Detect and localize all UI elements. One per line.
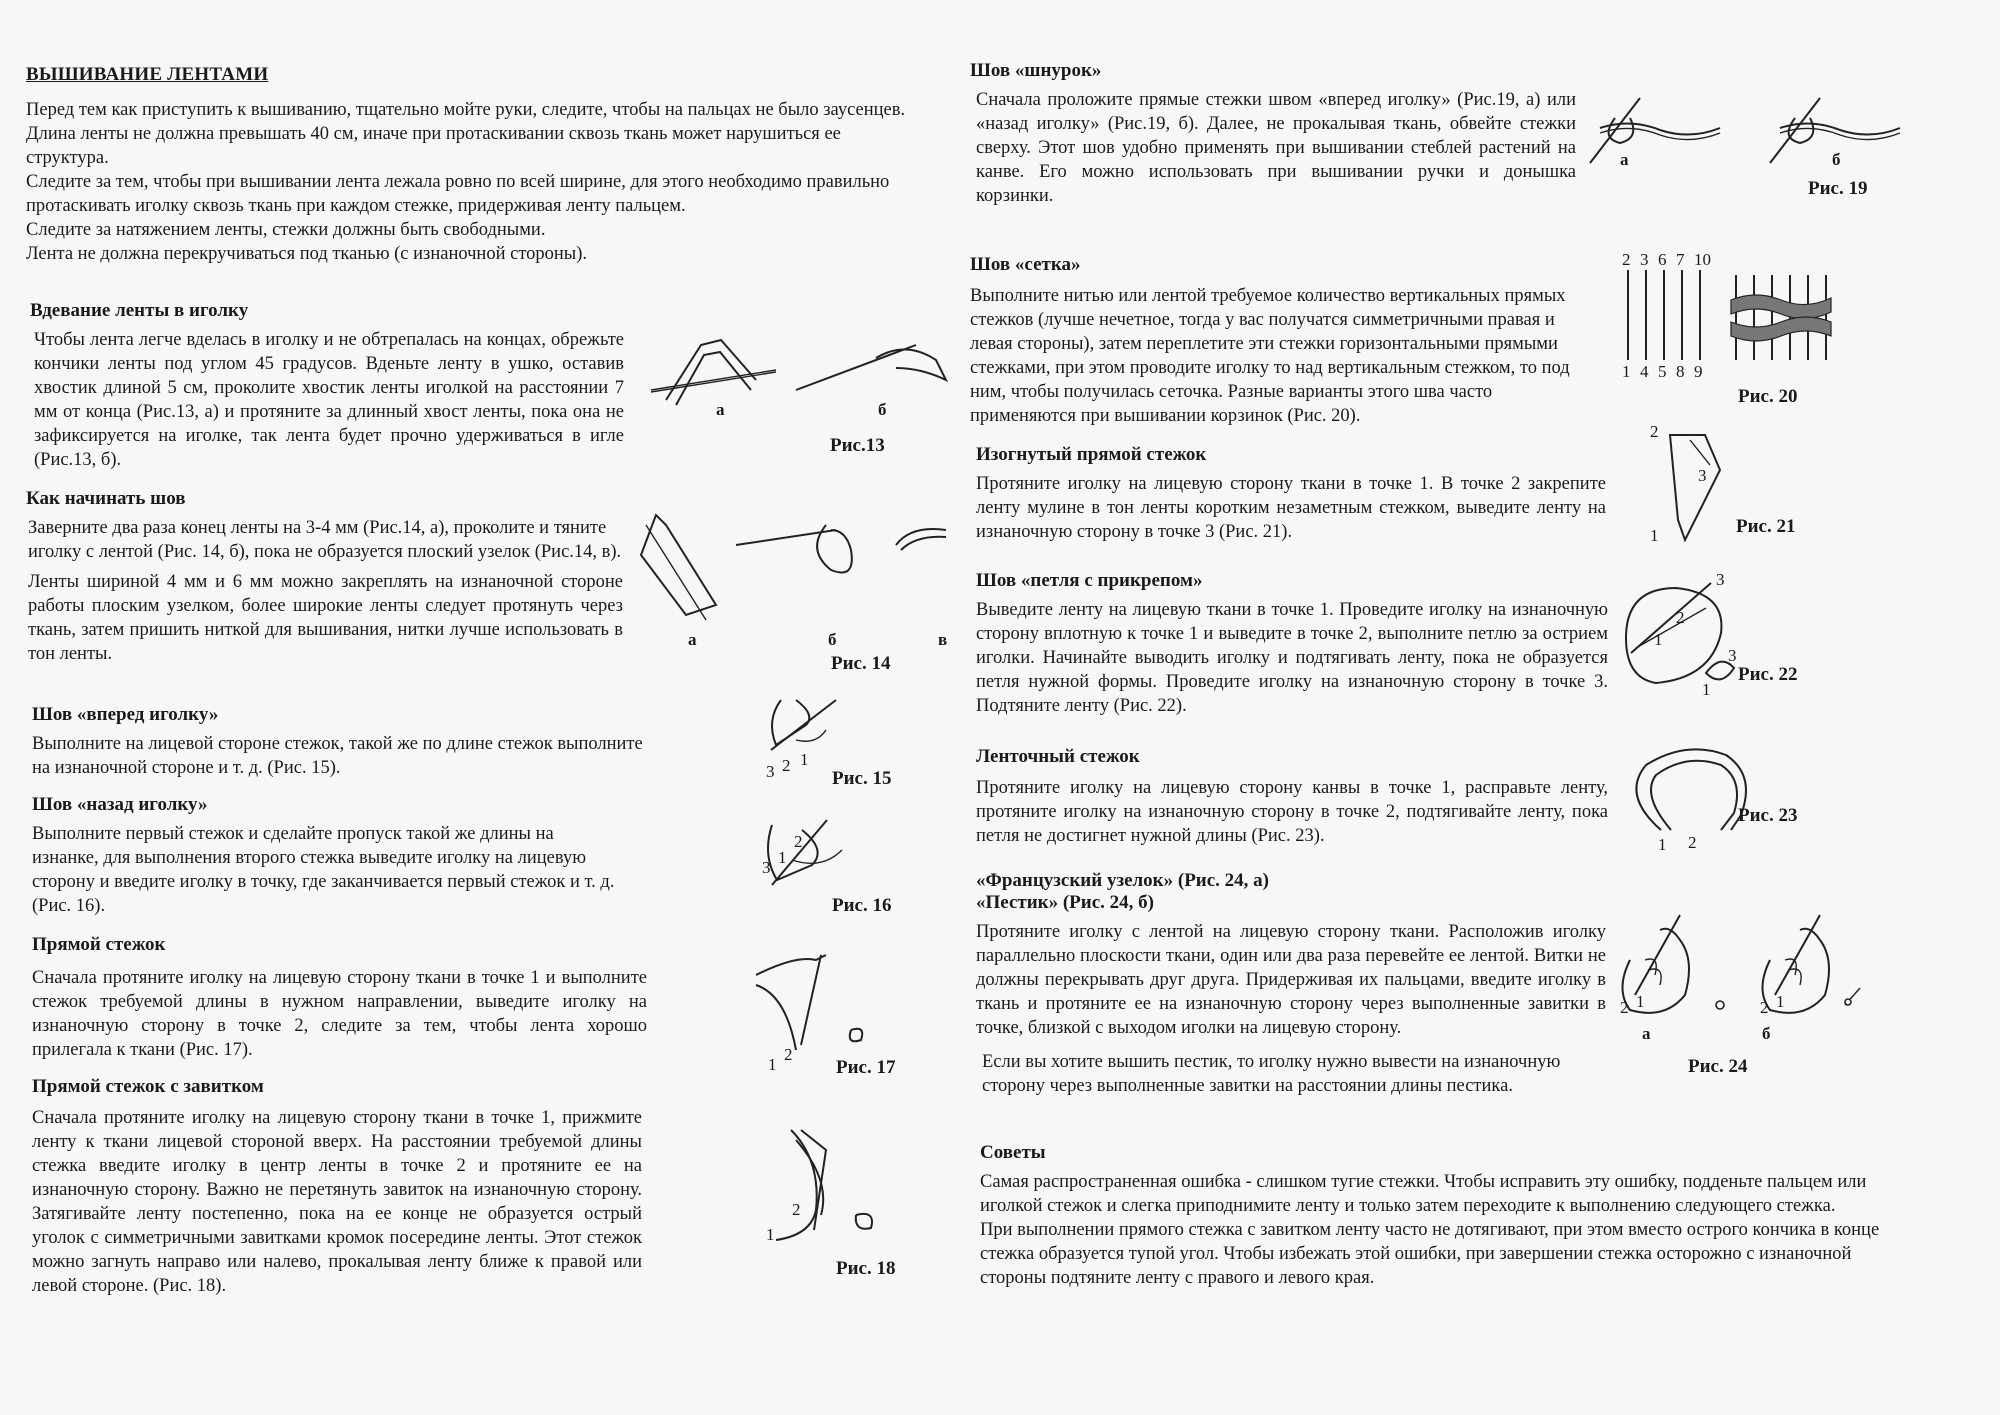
figure-20-bottom-number: 4: [1640, 362, 1649, 381]
figure-23-caption: Рис. 23: [1738, 805, 1798, 826]
figure-14-label-c: в: [938, 630, 948, 649]
figure-14-label-a: а: [688, 630, 697, 649]
section-back-stitch: [32, 794, 652, 918]
figure-20-bottom-number: 5: [1658, 362, 1667, 381]
figure-20-caption: Рис. 20: [1738, 386, 1798, 407]
figure-14-drawing: [626, 505, 986, 635]
figure-19-label-b: б: [1832, 150, 1841, 169]
figure-15-drawing: [736, 690, 936, 770]
section-heading: Советы: [980, 1142, 1046, 1163]
section-heading: Как начинать шов: [26, 488, 186, 509]
section-text: Чтобы лента легче вделась в иголку и не обтрепалась на концах, обрежьте кончики ленты под углом 45 градусов. Вденьте ленту в ушко, оставив хвостик длиной 5 см, проколите хвостик ленты иголкой на расстоянии 7 мм от конца (Рис.13, а) и протяните за длинный хвост ленты, пока она не зафиксируется на иголке, так лента будет прочно удерживаться в игле (Рис.13, б).: [34, 330, 624, 470]
figure-15-number-3: 3: [766, 762, 775, 781]
section-curl-stitch: [32, 1076, 672, 1298]
figure-19-caption: Рис. 19: [1808, 178, 1868, 199]
figure-16: [732, 810, 932, 930]
figure-23-number-2: 2: [1688, 833, 1697, 852]
section-start-seam: [26, 488, 636, 666]
figure-24-label-a: а: [1642, 1024, 1651, 1043]
section-heading: Шов «шнурок»: [970, 60, 1102, 81]
section-text: Выполните нитью или лентой требуемое количество вертикальных прямых стежков (лучше нечетное, тогда у вас получатся симметричными правая и левая стороны), затем переплетите эти стежки горизонтальными прямыми стежками, при этом проводите иголку то над вертикальным стежком, то под ним, чтобы получилась сеточка. Разные варианты этого шва часто применяются при вышивании корзинок (Рис. 20).: [970, 286, 1570, 426]
section-loop-stitch: [976, 570, 1616, 718]
section-heading: Шов «назад иголку»: [32, 794, 208, 815]
figure-24-number-1-b: 1: [1776, 992, 1785, 1011]
section-text: Ленты шириной 4 мм и 6 мм можно закреплять на изнаночной стороне работы плоским узелком, более широкие ленты следует протянуть через ткань, затем пришить ниткой для вышивания, нитки лучше использовать в тон ленты.: [28, 572, 623, 664]
section-straight-stitch: [32, 934, 672, 1062]
section-text: Выведите ленту на лицевую ткани в точке 1. Проведите иголку на изнаночную сторону вплотную к точке 1 и выведите в точке 2, выполните петлю за острием иголки. Начинайте выводить иголку и подтягивать ленту, пока не образуется петля нужной формы. Проведите иголку на изнаночную сторону в точке 3. Подтяните ленту (Рис. 22).: [976, 600, 1608, 716]
figure-16-drawing: [732, 810, 932, 900]
figure-13-label-b: б: [878, 400, 887, 419]
section-heading: Шов «сетка»: [970, 254, 1081, 275]
figure-19-label-a: а: [1620, 150, 1629, 169]
figure-21-caption: Рис. 21: [1736, 516, 1796, 537]
figure-18: [736, 1120, 936, 1280]
figure-20-top-number: 3: [1640, 250, 1649, 269]
figure-18-caption: Рис. 18: [836, 1258, 896, 1279]
section-tips: [980, 1142, 1900, 1290]
figure-21-number-3: 3: [1698, 466, 1707, 485]
figure-14-caption: Рис. 14: [831, 653, 891, 674]
section-text: При выполнении прямого стежка с завитком ленту часто не дотягивают, при этом вместо острого кончика в конце стежка образуется тупой угол. Чтобы избежать этой ошибки, при завершении стежка осторожно с изнаночной стороны подтяните ленту с правого и левого края.: [980, 1220, 1880, 1288]
section-net-stitch: [970, 254, 1610, 428]
section-curved-stitch: [976, 444, 1616, 544]
figure-15-caption: Рис. 15: [832, 768, 892, 789]
figure-20-vertical-stitches: [1628, 270, 1700, 360]
section-text: Сначала проложите прямые стежки швом «вперед иголку» (Рис.19, а) или «назад иголку» (Рис.19, б). Далее, не прокалывая ткань, обвейте стежки сверху. Этот шов удобно применять при вышивании стеблей растений на канве. Его можно использовать при вышивании ручки и донышка корзинки.: [976, 90, 1576, 206]
figure-24-number-2-b: 2: [1760, 998, 1769, 1017]
section-text: Протяните иголку с лентой на лицевую сторону ткани. Расположив иголку параллельно плоскости ткани, один или два раза перевейте ее лентой. Витки не должны перекрывать друг друга. Придерживая их пальцами, введите иголку в ткань и протяните ее на изнаночную сторону через выполненные завитки в точке, близкой с выходом иголки на лицевую сторону.: [976, 922, 1606, 1038]
section-text: Протяните иголку на лицевую сторону канвы в точке 1, расправьте ленту, протяните иголку на изнаночную сторону в точке 2, подтягивайте ленту, пока петля не достигнет нужной длины (Рис. 23).: [976, 778, 1608, 846]
figure-20-net: [1731, 275, 1831, 360]
figure-20-top-number: 7: [1676, 250, 1685, 269]
figure-24-caption: Рис. 24: [1688, 1056, 1748, 1077]
figure-15: [736, 690, 936, 800]
figure-17-number-2: 2: [784, 1045, 793, 1064]
figure-24-number-1: 1: [1636, 992, 1645, 1011]
figure-22-number-1: 1: [1654, 630, 1663, 649]
section-heading: Шов «петля с прикрепом»: [976, 570, 1203, 591]
figure-23-number-1: 1: [1658, 835, 1667, 854]
figure-20-bottom-number: 8: [1676, 362, 1685, 381]
figure-16-number-1: 1: [778, 848, 787, 867]
figure-24: [1610, 900, 1940, 1080]
figure-24-drawing: [1610, 900, 1940, 1030]
section-text: Выполните первый стежок и сделайте пропуск такой же длины на изнанке, для выполнения второго стежка выведите иголку на лицевую сторону и введите иголку в точку, где заканчивается первый стежок и т. д. (Рис. 16).: [32, 824, 615, 916]
figure-19: [1570, 88, 1970, 208]
section-threading: [30, 300, 630, 472]
intro-paragraph: Лента не должна перекручиваться под тканью (с изнаночной стороны).: [26, 244, 588, 264]
section-heading: «Французский узелок» (Рис. 24, а): [976, 870, 1270, 891]
section-heading: Изогнутый прямой стежок: [976, 444, 1207, 465]
figure-24-number-2: 2: [1620, 998, 1629, 1017]
section-heading: Прямой стежок с завитком: [32, 1076, 264, 1097]
figure-24-label-b: б: [1762, 1024, 1771, 1043]
figure-14-label-b: б: [828, 630, 837, 649]
figure-22-number-3: 3: [1716, 570, 1725, 589]
section-text: Самая распространенная ошибка - слишком тугие стежки. Чтобы исправить эту ошибку, подденьте пальцем или иголкой стежок и слегка приподнимите ленту и только затем переходите к выполнению следующего стежка.: [980, 1172, 1867, 1216]
figure-17-number-1: 1: [768, 1055, 777, 1074]
figure-22-caption: Рис. 22: [1738, 664, 1798, 685]
figure-22-small-number-1: 1: [1702, 680, 1711, 699]
section-french-knot: [976, 870, 1616, 1098]
section-heading: Шов «вперед иголку»: [32, 704, 219, 725]
section-heading: «Пестик» (Рис. 24, б): [976, 892, 1154, 913]
section-heading: Ленточный стежок: [976, 746, 1140, 767]
figure-16-number-3: 3: [762, 858, 771, 877]
figure-15-number-2: 2: [782, 756, 791, 775]
figure-20-top-number: 6: [1658, 250, 1667, 269]
section-text: Сначала протяните иголку на лицевую сторону ткани в точке 1 и выполните стежок требуемой длины в нужном направлении, выведите иголку на изнаночную сторону в точке 2, следите за тем, чтобы лента хорошо прилегала к ткани (Рис. 17).: [32, 968, 647, 1060]
intro-paragraph: Длина ленты не должна превышать 40 см, иначе при протаскивании сквозь ткань может нарушиться ее структура.: [26, 124, 841, 168]
figure-23: [1616, 735, 1916, 875]
intro-paragraph: Следите за тем, чтобы при вышивании лента лежала ровно по всей ширине, для этого необходимо правильно протаскивать иголку сквозь ткань при каждом стежке, придерживая ленту пальцем.: [26, 172, 890, 216]
figure-13: [646, 320, 976, 460]
section-text: Заверните два раза конец ленты на 3-4 мм (Рис.14, а), проколите и тяните иголку с лентой (Рис. 14, б), пока не образуется плоский узелок (Рис.14, в).: [28, 518, 622, 562]
section-cord-stitch: [970, 60, 1580, 208]
figure-15-number-1: 1: [800, 750, 809, 769]
section-text: Протяните иголку на лицевую сторону ткани в точке 1. В точке 2 закрепите ленту мулине в тон ленты коротким незаметным стежком, выведите ленту на изнаночную сторону в точке 3 (Рис. 21).: [976, 474, 1606, 542]
figure-20-top-number: 10: [1694, 250, 1711, 269]
figure-16-number-2: 2: [794, 832, 803, 851]
figure-18-number-2: 2: [792, 1200, 801, 1219]
section-text: Если вы хотите вышить пестик, то иголку нужно вывести на изнаночную сторону через выполненные завитки на расстоянии длины пестика.: [982, 1052, 1561, 1096]
section-ribbon-stitch: [976, 746, 1616, 848]
figure-14: [626, 505, 986, 680]
section-forward-stitch: [32, 704, 672, 780]
figure-17-drawing: [736, 945, 936, 1065]
section-text: Выполните на лицевой стороне стежок, такой же по длине стежок выполните на изнаночной стороне и т. д. (Рис. 15).: [32, 734, 643, 778]
figure-21: [1650, 420, 1910, 550]
figure-22: [1616, 568, 1916, 708]
figure-20: [1616, 250, 1916, 410]
figure-13-drawing: [646, 320, 976, 410]
figure-16-caption: Рис. 16: [832, 895, 892, 916]
figure-19-drawing: [1570, 88, 1970, 168]
figure-20-bottom-number: 1: [1622, 362, 1631, 381]
section-heading: Прямой стежок: [32, 934, 166, 955]
intro-block: [26, 64, 926, 266]
section-text: Сначала протяните иголку на лицевую сторону ткани в точке 1, прижмите ленту к ткани лицевой стороной вверх. На расстоянии требуемой длины стежка введите иголку в центр ленты в точке 2 и протяните ее на изнаночную сторону. Важно не перетянуть завиток на изнаночную сторону. Затягивайте ленту постепенно, пока на ее конце не образуется острый уголок с симметричными завитками кромок посередине ленты. Этот стежок можно загнуть направо или налево, прокалывая ленту ближе к правой или левой стороне. (Рис. 18).: [32, 1108, 642, 1296]
figure-13-caption: Рис.13: [830, 435, 885, 456]
figure-21-number-2: 2: [1650, 422, 1659, 441]
intro-paragraph: Перед тем как приступить к вышиванию, тщательно мойте руки, следите, чтобы на пальцах не было заусенцев.: [26, 100, 906, 120]
figure-21-number-1: 1: [1650, 526, 1659, 545]
intro-paragraph: Следите за натяжением ленты, стежки должны быть свободными.: [26, 220, 546, 240]
figure-17-caption: Рис. 17: [836, 1057, 896, 1078]
figure-20-bottom-number: 9: [1694, 362, 1703, 381]
figure-22-number-2: 2: [1676, 608, 1685, 627]
figure-20-top-number: 2: [1622, 250, 1631, 269]
figure-17: [736, 945, 936, 1085]
section-heading: Вдевание ленты в иголку: [30, 300, 249, 321]
figure-18-number-1: 1: [766, 1225, 775, 1244]
page-title: ВЫШИВАНИЕ ЛЕНТАМИ: [26, 64, 269, 85]
figure-13-label-a: а: [716, 400, 725, 419]
figure-22-small-number-3: 3: [1728, 646, 1737, 665]
